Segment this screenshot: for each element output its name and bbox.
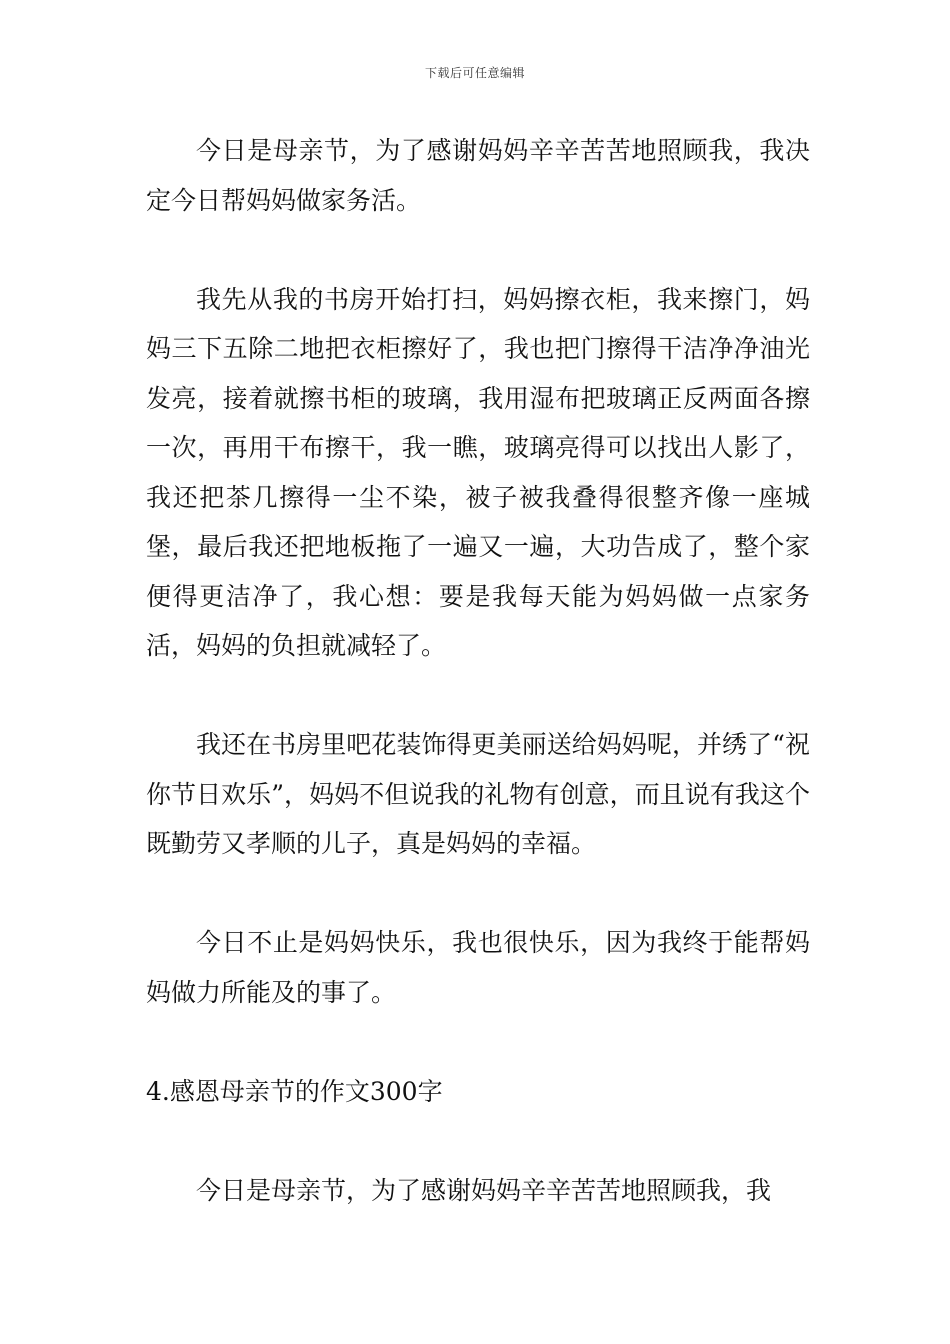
paragraph-spacer	[146, 225, 810, 275]
paragraph-spacer	[146, 869, 810, 919]
paragraph-4: 今日不止是妈妈快乐，我也很快乐，因为我终于能帮妈妈做力所能及的事了。	[146, 928, 810, 1007]
paragraph-spacer	[146, 1116, 810, 1166]
paragraph-1: 今日是母亲节，为了感谢妈妈辛辛苦苦地照顾我，我决定今日帮妈妈做家务活。	[146, 136, 810, 215]
page-header: 下载后可任意编辑	[424, 66, 525, 80]
paragraph-2: 我先从我的书房开始打扫，妈妈擦衣柜，我来擦门，妈妈三下五除二地把衣柜擦好了，我也把门擦得干洁净净油光发亮，接着就擦书柜的玻璃，我用湿布把玻璃正反两面各擦一次，再用干布擦干，我一瞧，玻璃亮得可以找出人影了，我还把茶几擦得一尘不染，被子被我叠得很整齐像一座城堡，最后我还把地板拖了一遍又一遍，大功告成了，整个家便得更洁净了，我心想：要是我每天能为妈妈做一点家务活，妈妈的负担就减轻了。	[146, 284, 810, 660]
paragraph-5: 今日是母亲节，为了感谢妈妈辛辛苦苦地照顾我，我	[196, 1175, 772, 1205]
paragraph-spacer	[146, 671, 810, 721]
document-body	[146, 126, 810, 1215]
paragraph-3: 我还在书房里吧花装饰得更美丽送给妈妈呢，并绣了“祝你节日欢乐”，妈妈不但说我的礼物有创意，而且说有我这个既勤劳又孝顺的儿子，真是妈妈的幸福。	[146, 730, 810, 858]
section-heading: 4.感恩母亲节的作文300字	[146, 1076, 443, 1106]
paragraph-spacer	[146, 1017, 810, 1067]
